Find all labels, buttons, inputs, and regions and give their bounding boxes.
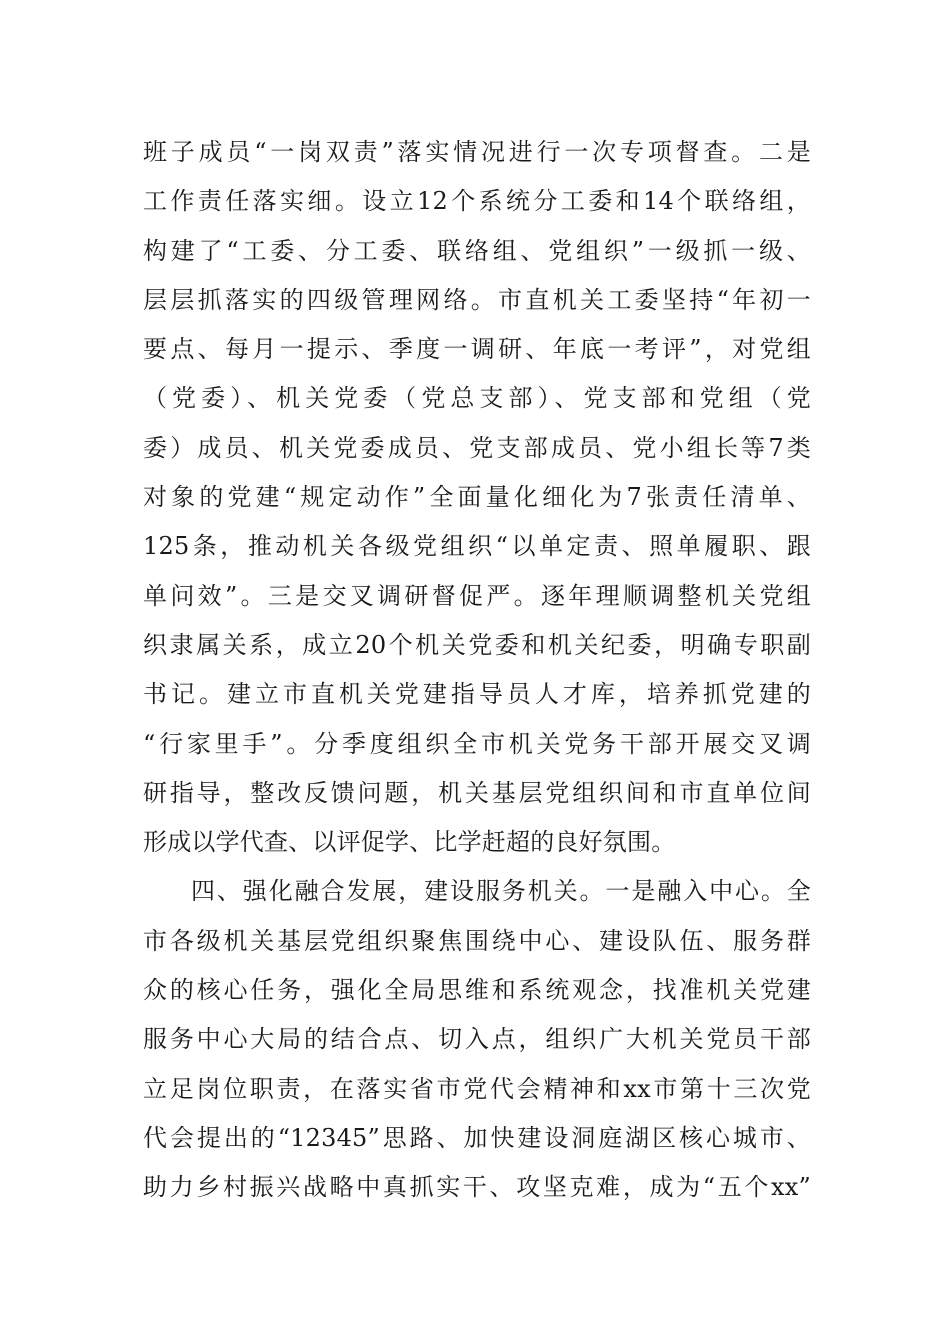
text-line: 单问效”。三是交叉调研督促严。逐年理顺调整机关党组 <box>143 581 811 610</box>
text-line: 众的核心任务，强化全局思维和系统观念，找准机关党建 <box>143 976 811 1005</box>
text-line: 层层抓落实的四级管理网络。市直机关工委坚持“年初一 <box>143 285 811 314</box>
text-line: 织隶属关系，成立20个机关党委和机关纪委，明确专职副 <box>143 630 811 659</box>
text-line: 班子成员“一岗双责”落实情况进行一次专项督查。二是 <box>143 138 811 166</box>
text-line: 工作责任落实细。设立12个系统分工委和14个联络组， <box>143 187 811 216</box>
text-line: 代会提出的“12345”思路、加快建设洞庭湖区核心城市、 <box>143 1123 811 1152</box>
paragraph-start-line: 四、强化融合发展，建设服务机关。一是融入中心。全 <box>191 877 811 906</box>
text-line: 构建了“工委、分工委、联络组、党组织”一级抓一级、 <box>143 236 811 265</box>
paragraph-end-line: 形成以学代查、以评促学、比学赶超的良好氛围。 <box>143 828 676 857</box>
body-text <box>143 128 811 1213</box>
text-line: 助力乡村振兴战略中真抓实干、攻坚克难，成为“五个xx” <box>143 1173 811 1202</box>
text-line: 市各级机关基层党组织聚焦围绕中心、建设队伍、服务群 <box>143 926 811 955</box>
text-line: “行家里手”。分季度组织全市机关党务干部开展交叉调 <box>143 729 811 758</box>
text-line: 研指导，整改反馈问题，机关基层党组织间和市直单位间 <box>143 778 811 807</box>
text-line: 委）成员、机关党委成员、党支部成员、党小组长等7类 <box>143 433 811 462</box>
text-line: （党委）、机关党委（党总支部）、党支部和党组（党 <box>143 384 811 413</box>
text-line: 对象的党建“规定动作”全面量化细化为7张责任清单、 <box>143 483 811 512</box>
text-line: 书记。建立市直机关党建指导员人才库，培养抓党建的 <box>143 680 811 709</box>
text-line: 要点、每月一提示、季度一调研、年底一考评”，对党组 <box>143 335 811 364</box>
text-line: 立足岗位职责，在落实省市党代会精神和xx市第十三次党 <box>143 1074 811 1103</box>
text-line: 125条，推动机关各级党组织“以单定责、照单履职、跟 <box>143 532 811 561</box>
text-line: 服务中心大局的结合点、切入点，组织广大机关党员干部 <box>143 1025 811 1054</box>
